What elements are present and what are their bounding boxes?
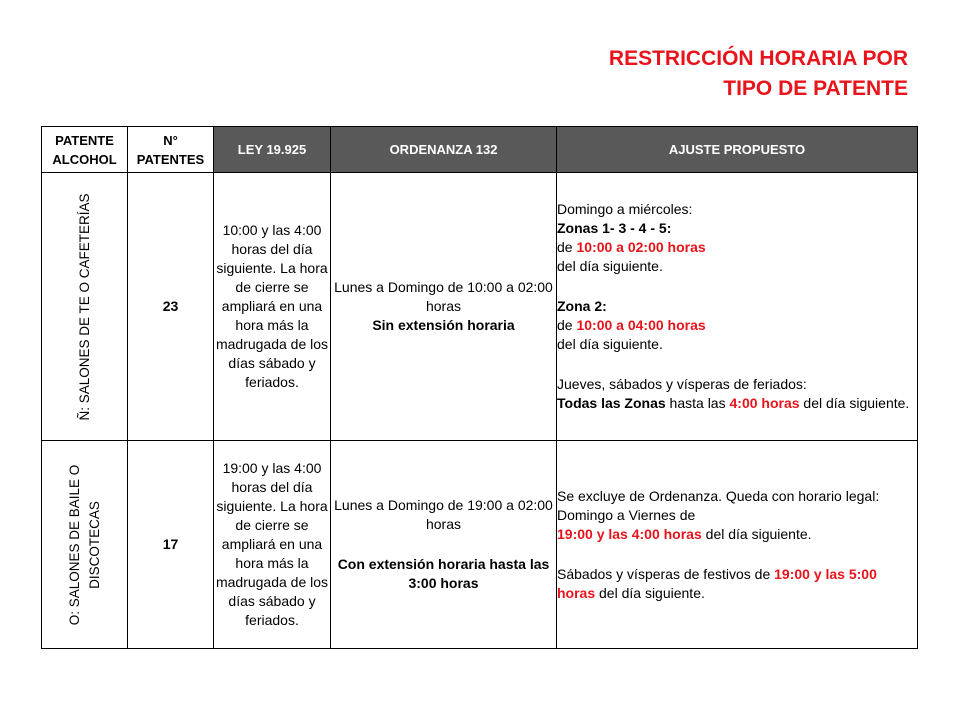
ajuste-line: Domingo a Viernes de [557,506,696,523]
ajuste-line: Domingo a miércoles: [557,201,693,217]
ajuste-hours: 19:00 y las 4:00 horas [557,525,702,542]
cell-ajuste [557,441,918,649]
ajuste-line: 19:00 y las 4:00 horas del día siguiente. [557,525,812,542]
cell-ordenanza [331,173,557,441]
table-row [42,173,918,441]
ajuste-line: Jueves, sábados y vísperas de feriados: [557,376,807,392]
cell-patente [42,173,128,441]
ordenanza-extension: Sin extensión horaria [372,317,515,333]
ajuste-line: Todas las Zonas hasta las 4:00 horas del día siguiente. [557,395,910,411]
cell-ajuste [557,173,918,441]
header-ajuste: AJUSTE PROPUESTO [557,127,918,173]
ajuste-zone-heading: Zona 2: [557,298,607,314]
ajuste-line: de 10:00 a 02:00 horas [557,239,706,255]
restriction-table [41,126,918,649]
ajuste-line: del día siguiente. [557,258,663,274]
ordenanza-extension: Con extensión horaria hasta las 3:00 horas [337,556,550,591]
patente-label: O: SALONES DE BAILE O DISCOTECAS [66,464,102,625]
table-header-row [42,127,918,173]
header-n-patentes: N° PATENTES [128,127,214,173]
cell-ley: 19:00 y las 4:00 horas del día siguiente. La hora de cierre se ampliará en una hora más la madrugada de los días sábado y feriados. [214,441,331,649]
ajuste-hours: 10:00 a 04:00 horas [576,317,706,333]
ordenanza-schedule: Lunes a Domingo de 19:00 a 02:00 horas [334,497,553,532]
header-ley: LEY 19.925 [214,127,331,173]
header-ordenanza: ORDENANZA 132 [331,127,557,173]
cell-ordenanza [331,441,557,649]
table-row [42,441,918,649]
ajuste-hours: 10:00 a 02:00 horas [576,239,706,255]
ajuste-line: del día siguiente. [557,336,663,352]
patente-label: Ñ: SALONES DE TE O CAFETERÍAS [76,192,92,421]
ajuste-line: Sábados y vísperas de festivos de 19:00 y las 5:00 horas del día siguiente. [557,565,877,601]
ajuste-hours: 4:00 horas [729,395,800,411]
cell-n-patentes: 23 [128,173,214,441]
ajuste-hours: 19:00 y las 5:00 horas [557,565,877,601]
ajuste-zones-heading: Zonas 1- 3 - 4 - 5: [557,220,672,236]
ordenanza-schedule: Lunes a Domingo de 10:00 a 02:00 horas [334,279,553,314]
title-line-2: TIPO DE PATENTE [723,77,908,100]
ajuste-line: Se excluye de Ordenanza. Queda con horario legal: [557,487,880,504]
slide-title [488,44,908,104]
title-line-1: RESTRICCIÓN HORARIA POR [608,47,908,70]
cell-ley: 10:00 y las 4:00 horas del día siguiente. La hora de cierre se ampliará en una hora más la madrugada de los días sábado y feriados. [214,173,331,441]
header-patente: PATENTE ALCOHOL [42,127,128,173]
cell-n-patentes: 17 [128,441,214,649]
cell-patente [42,441,128,649]
ajuste-line: de 10:00 a 04:00 horas [557,317,706,333]
